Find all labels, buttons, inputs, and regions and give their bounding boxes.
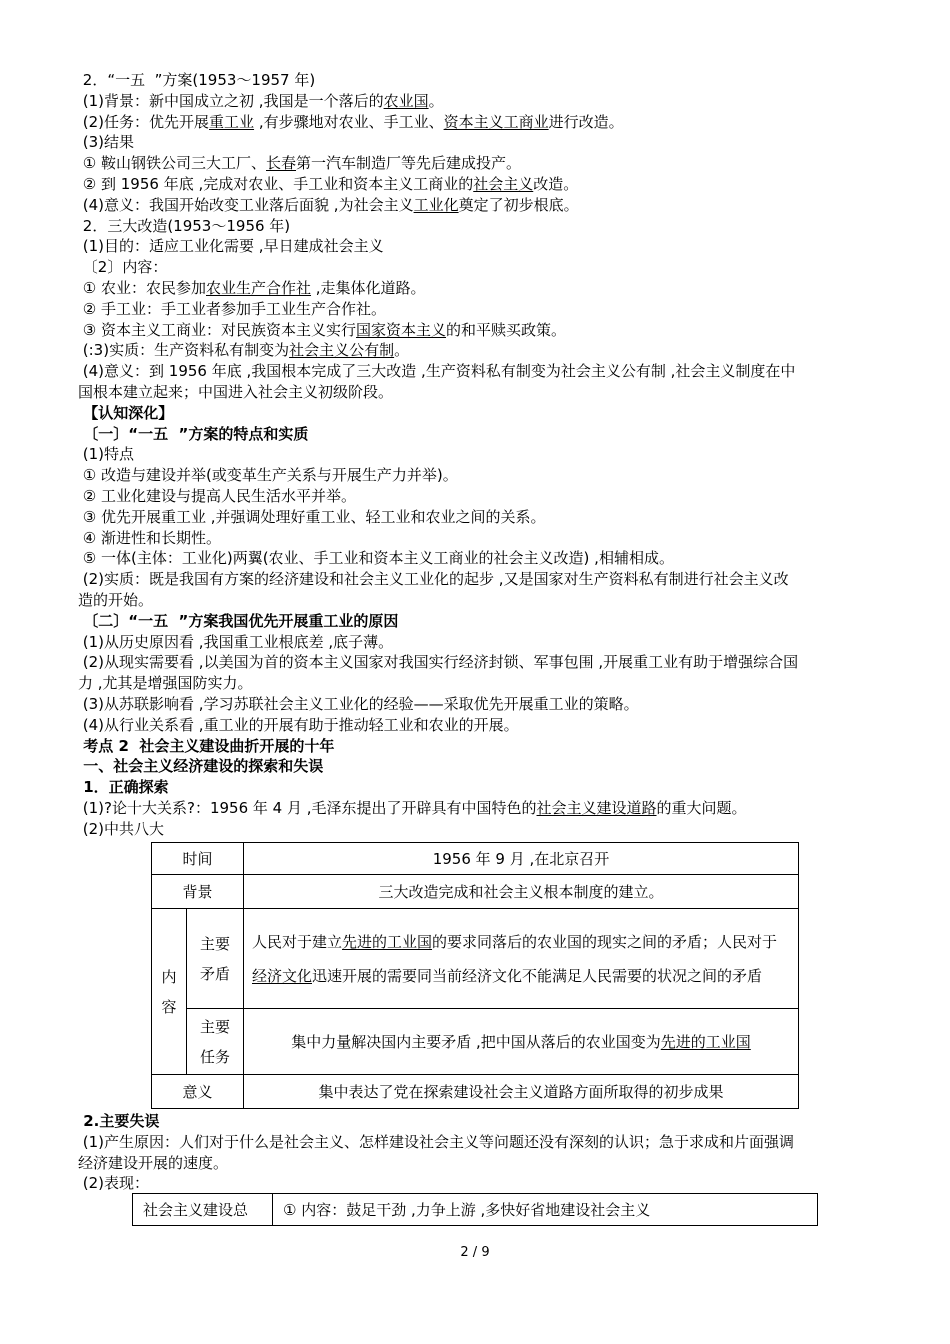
- table-cell-task-value: [244, 1009, 799, 1075]
- task-label-line-2: 任务: [199, 1047, 230, 1066]
- text-run: (3)从苏联影响看 ,学习苏联社会主义工业化的经验——采取优先开展重工业的策略。: [78, 694, 639, 713]
- text-run: 迅速开展的需要同当前经济文化不能满足人民需要的状况之间的矛盾: [312, 966, 763, 985]
- section-text-top: [78, 70, 888, 839]
- text-line: [78, 70, 888, 91]
- text-line: [78, 174, 888, 195]
- text-run: ⑤ 一体(主体：工业化)两翼(农业、手工业和资本主义工商业的社会主义改造) ,相辅相成。: [78, 549, 674, 568]
- text-line: [78, 1153, 888, 1174]
- text-run: ① 农业：农民参加: [78, 278, 206, 297]
- text-run: 的和平赎买政策。: [446, 320, 567, 339]
- contradiction-text: [252, 933, 777, 985]
- text-run: ① 鞍山钢铁公司三大工厂、: [78, 154, 266, 173]
- text-line: [78, 153, 888, 174]
- text-run: 经济建设开展的速度。: [78, 1153, 229, 1172]
- underlined-key-term: 经济文化: [252, 966, 313, 985]
- text-line: [78, 444, 888, 465]
- text-run: 的要求同落后的农业国的现实之间的矛盾；人民对于: [432, 932, 778, 951]
- text-run: (1)从历史原因看 ,我国重工业根底差 ,底子薄。: [78, 632, 394, 651]
- page-number: 2 / 9: [460, 1245, 490, 1260]
- table-cell-general-line-content: ① 内容：鼓足干劲 ,力争上游 ,多快好省地建设社会主义: [273, 1194, 818, 1226]
- text-run: (3)结果: [78, 133, 135, 152]
- text-run: (4)意义：我国开始改变工业落后面貌 ,为社会主义: [78, 195, 414, 214]
- table-cell-contradiction-label: [187, 909, 244, 1009]
- text-run: (4)从行业关系看 ,重工业的开展有助于推动轻工业和农业的开展。: [78, 715, 519, 734]
- underlined-key-term: 资本主义工商业: [443, 112, 549, 131]
- table-cell-background-value: 三大改造完成和社会主义根本制度的建立。: [244, 875, 799, 909]
- text-run: 进行改造。: [548, 112, 624, 131]
- text-run: 2．“一五 ”方案(1953～1957 年): [78, 71, 316, 89]
- text-line: [78, 465, 888, 486]
- text-line: [78, 819, 888, 840]
- text-run: ,走集体化道路。: [311, 278, 426, 297]
- section-heading: [78, 736, 888, 757]
- text-run: ③ 优先开展重工业 ,并强调处理好重工业、轻工业和农业之间的关系。: [78, 507, 546, 526]
- section-heading: [78, 424, 888, 445]
- section-heading: [78, 403, 888, 424]
- text-run: ,有步骤地对农业、手工业、: [254, 112, 444, 131]
- text-line: [78, 112, 888, 133]
- text-run: 2.主要失误: [78, 1112, 160, 1130]
- table-cell-contradiction-value: [244, 909, 799, 1009]
- text-run: 造的开始。: [78, 590, 154, 609]
- section-heading: [78, 777, 888, 798]
- table-cell-content-label: [152, 909, 187, 1075]
- text-run: 力 ,尤其是增强国防实力。: [78, 674, 253, 693]
- text-run: (4)意义：到 1956 年底 ,我国根本完成了三大改造 ,生产资料私有制变为社会主义公有制 ,社会主义制度在中: [78, 362, 796, 381]
- text-line: [78, 715, 888, 736]
- task-label-line-1: 主要: [199, 1017, 230, 1036]
- text-run: (2)中共八大: [78, 819, 165, 838]
- text-line: [78, 1132, 888, 1153]
- underlined-key-term: 重工业: [209, 112, 255, 131]
- text-run: ① 改造与建设并举(或变革生产关系与开展生产力并举)。: [78, 466, 458, 485]
- content-label-char-1: 内: [161, 967, 177, 986]
- text-line: [78, 320, 888, 341]
- text-line: [78, 278, 888, 299]
- document-body: [78, 70, 888, 839]
- text-line: [78, 590, 888, 611]
- section-heading: [78, 611, 888, 632]
- text-line: [78, 132, 888, 153]
- text-run: 2．三大改造(1953～1956 年): [78, 216, 291, 235]
- text-run: 。: [428, 91, 444, 110]
- table-cell-meaning-value: 集中表达了党在探索建设社会主义道路方面所取得的初步成果: [244, 1075, 799, 1109]
- text-line: [78, 91, 888, 112]
- text-line: [78, 1173, 888, 1194]
- contradiction-label-line-1: 主要: [199, 934, 230, 953]
- text-run: 【认知深化】: [78, 403, 174, 422]
- text-run: (1)目的：适应工业化需要 ,早日建成社会主义: [78, 237, 384, 256]
- text-line: [78, 340, 888, 361]
- text-run: 改造。: [533, 174, 579, 193]
- text-run: (2)表现：: [78, 1174, 150, 1193]
- text-run: ② 手工业：手工业者参加手工业生产合作社。: [78, 299, 386, 318]
- text-run: (2)从现实需要看 ,以美国为首的资本主义国家对我国实行经济封锁、军事包围 ,开展重工业有助于增强综合国: [78, 653, 799, 672]
- underlined-key-term: 国家资本主义: [356, 320, 447, 339]
- text-line: [78, 798, 888, 819]
- text-line: [78, 486, 888, 507]
- text-run: 。: [394, 341, 410, 360]
- table-cell-time-value: 1956 年 9 月 ,在北京召开: [244, 843, 799, 875]
- text-run: (1)特点: [78, 445, 135, 464]
- text-run: 一、社会主义经济建设的探索和失误: [78, 757, 324, 776]
- text-run: ② 工业化建设与提高人民生活水平并举。: [78, 486, 356, 505]
- text-run: ② 到 1956 年底 ,完成对农业、手工业和资本主义工商业的: [78, 174, 474, 193]
- text-line: [78, 382, 888, 403]
- table-cell-task-label: [187, 1009, 244, 1075]
- section-heading: [78, 1111, 888, 1132]
- text-run: ③ 资本主义工商业：对民族资本主义实行: [78, 320, 356, 339]
- table-cell-meaning-label: 意义: [152, 1075, 244, 1109]
- table-cell-time-label: 时间: [152, 843, 244, 875]
- contradiction-label-line-2: 矛盾: [199, 964, 230, 983]
- text-run: 国根本建立起来；中国进入社会主义初级阶段。: [78, 382, 394, 401]
- text-run: (1)产生原因：人们对于什么是社会主义、怎样建设社会主义等问题还没有深刻的认识；急于求成和片面强调: [78, 1132, 795, 1151]
- text-run: ④ 渐进性和长期性。: [78, 528, 221, 547]
- text-line: [78, 216, 888, 237]
- text-run: (2)任务：优先开展: [78, 112, 210, 131]
- underlined-key-term: 社会主义公有制: [289, 341, 395, 360]
- text-line: [78, 673, 888, 694]
- text-run: 考点 2 社会主义建设曲折开展的十年: [78, 736, 335, 755]
- underlined-key-term: 农业生产合作社: [206, 278, 312, 297]
- text-run: 的重大问题。: [656, 798, 747, 817]
- underlined-key-term: 长春: [266, 154, 297, 173]
- text-run: (1)背景：新中国成立之初 ,我国是一个落后的: [78, 91, 384, 110]
- text-run: (2)实质：既是我国有方案的经济建设和社会主义工业化的起步 ,又是国家对生产资料私有制进行社会主义改: [78, 570, 789, 589]
- text-run: 〔一〕“一五 ”方案的特点和实质: [78, 424, 309, 443]
- text-line: [78, 195, 888, 216]
- text-run: (:3)实质：生产资料私有制变为: [78, 341, 290, 360]
- text-run: 第一汽车制造厂等先后建成投产。: [296, 154, 522, 173]
- text-line: [78, 361, 888, 382]
- text-run: 人民对于建立: [252, 932, 343, 951]
- text-line: [78, 299, 888, 320]
- section-text-mistakes: [78, 1111, 888, 1194]
- general-line-table: [132, 1193, 818, 1226]
- eighth-congress-table: [151, 842, 799, 1109]
- text-line: [78, 236, 888, 257]
- text-line: [78, 507, 888, 528]
- text-run: 〔2〕内容：: [78, 258, 168, 277]
- text-line: [78, 694, 888, 715]
- text-run: 1．正确探索: [78, 778, 169, 797]
- underlined-key-term: 社会主义: [473, 174, 534, 193]
- text-run: 〔二〕“一五 ”方案我国优先开展重工业的原因: [78, 611, 399, 630]
- text-run: (1)?论十大关系?：1956 年 4 月 ,毛泽东提出了开辟具有中国特色的: [78, 798, 537, 817]
- underlined-key-term: 先进的工业国: [342, 932, 433, 951]
- text-line: [78, 257, 888, 278]
- underlined-key-term: 农业国: [383, 91, 429, 110]
- underlined-key-term: 先进的工业国: [660, 1033, 751, 1051]
- text-line: [78, 652, 888, 673]
- table-cell-background-label: 背景: [152, 875, 244, 909]
- table-cell-general-line-label: 社会主义建设总: [133, 1194, 273, 1226]
- text-line: [78, 528, 888, 549]
- content-label-char-2: 容: [161, 997, 177, 1016]
- text-line: [78, 632, 888, 653]
- text-run: 集中力量解决国内主要矛盾 ,把中国从落后的农业国变为: [291, 1033, 661, 1051]
- section-heading: [78, 756, 888, 777]
- task-text: [291, 1033, 751, 1051]
- text-line: [78, 569, 888, 590]
- text-line: [78, 548, 888, 569]
- underlined-key-term: 工业化: [413, 195, 459, 214]
- text-run: 奠定了初步根底。: [458, 195, 579, 214]
- underlined-key-term: 社会主义建设道路: [536, 798, 657, 817]
